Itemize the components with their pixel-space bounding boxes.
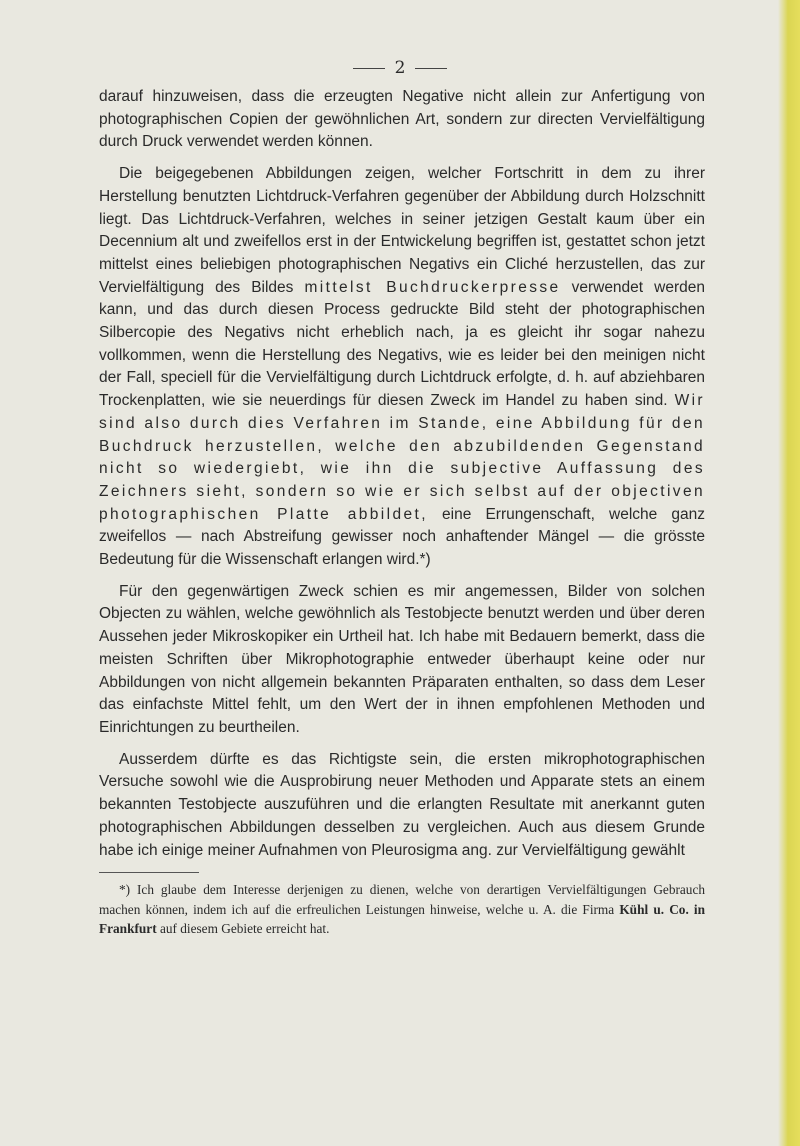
footnote-part-a: *) Ich glaube dem Interesse derjenigen zu dienen, welche von derartigen Vervielfältigungen Gebrauch machen können, indem ich auf die erfreulichen Leistungen hinweise, welche u. A. die Firma	[99, 882, 705, 917]
footnote-text	[99, 880, 705, 939]
paragraph-4: Ausserdem dürfte es das Richtigste sein, die ersten mikrophotographischen Versuche sowohl wie die Ausprobirung neuer Methoden und Apparate stets an einem bekannten Testobjecte auszuführen und die erlangten Resultate mit anerkannt guten photographischen Abbildungen desselben zu vergleichen. Auch aus diesem Grunde habe ich einige meiner Aufnahmen von Pleurosigma ang. zur Vervielfältigung gewählt	[99, 750, 705, 859]
paragraph-3: Für den gegenwärtigen Zweck schien es mir angemessen, Bilder von solchen Objecten zu wählen, welche gewöhnlich als Testobjecte benutzt werden und über deren Aussehen jeder Mikroskopiker ein Urtheil hat. Ich habe mit Bedauern bemerkt, dass die meisten Schriften über Mikrophotographie entweder überhaupt keine oder nur Abbildungen von nicht allgemein bekannten Präparaten enthalten, so dass dem Leser das einfachste Mittel fehlt, um den Wert der in ihnen empfohlenen Methoden und Einrichtungen zu beurtheilen.	[99, 582, 705, 736]
header-dash-left	[353, 68, 385, 69]
paragraph-2-part-a: Die beigegebenen Abbildungen zeigen, welcher Fortschritt in dem zu ihrer Herstellung benutzten Lichtdruck-Verfahren gegenüber der Abbildung durch Holzschnitt liegt. Das Lichtdruck-Verfahren, welches in seiner jetzigen Gestalt kaum über ein Decennium alt und zweifellos erst in der Entwickelung begriffen ist, gestattet schon jetzt mittelst eines beliebigen photographischen Negativs ein Cliché herzustellen, das zur Vervielfältigung des Bildes	[99, 165, 705, 296]
paragraph-1: darauf hinzuweisen, dass die erzeugten Negative nicht allein zur Anfertigung von photographischen Copien der gewöhnlichen Art, sondern zur directen Vervielfältigung durch Druck verwendet werden können.	[99, 88, 705, 151]
header-dash-right	[415, 68, 447, 69]
page-edge-shadow	[778, 0, 800, 1146]
footnote	[99, 880, 705, 939]
paragraph-2-part-e: eine Errungenschaft, welche ganz zweifellos — nach Abstreifung gewisser noch anhaftender Mängel — die grösste Bedeutung für die Wissenschaft erlangen wird.*)	[99, 505, 705, 569]
paragraph-2-part-c: verwendet werden kann, und das durch diesen Process gedruckte Bild steht der photographischen Silbercopie des Negativs nicht erheblich nach, ja es gleicht ihr sogar nahezu vollkommen, wenn die Herstellung des Negativs, wie es leider bei den meinigen nicht der Fall, speciell für die Vervielfältigung durch Lichtdruck erfolgte, d. h. auf abziehbaren Trockenplatten, wie sie neuerdings für diesen Zweck im Handel zu haben sind.	[99, 278, 705, 410]
paragraph-2-spaced-phrase: mittelst Buchdruckerpresse	[304, 278, 561, 296]
paragraph-2-spaced-sentence: Wir sind also durch dies Verfahren im Stande, eine Abbildung für den Buchdruck herzustellen, welche den abzubildenden Gegenstand nicht so wiedergiebt, wie ihn die subjective Auffassung des Zeichners sieht, sondern so wie er sich selbst auf der objectiven photographischen Platte abbildet,	[99, 392, 705, 523]
footnote-firm-name: Kühl u. Co. in Frankfurt	[99, 901, 706, 936]
body-text	[99, 86, 705, 862]
footnote-part-c: auf diesem Gebiete erreicht hat.	[156, 921, 330, 936]
page-number: 2	[394, 58, 406, 78]
footnote-divider	[99, 872, 199, 873]
page-header	[0, 58, 800, 78]
paragraph-2	[99, 163, 705, 572]
